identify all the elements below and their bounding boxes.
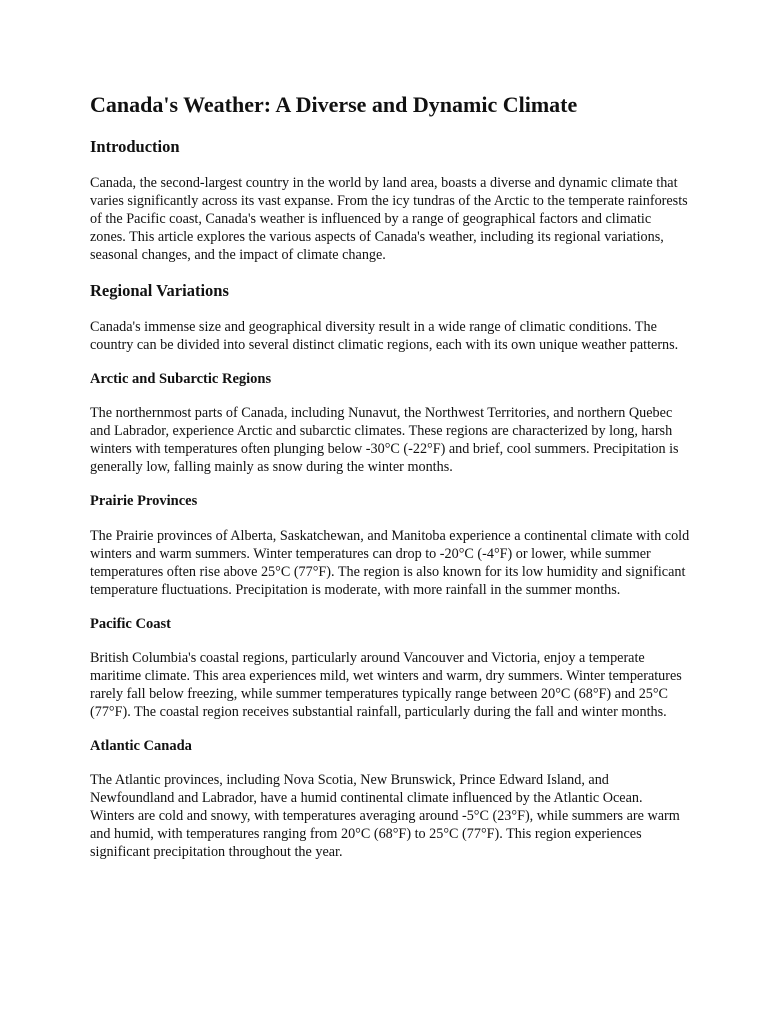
- subsection-heading-pacific: Pacific Coast: [90, 615, 171, 632]
- subsection-heading-prairie: Prairie Provinces: [90, 493, 198, 510]
- section-body-introduction: Canada, the second-largest country in the world by land area, boasts a diverse and dynamic climate that varies significantly across its vast expanse. From the icy tundras of the Arctic to the temperate rainforests of the Pacific coast, Canada's weather is influenced by a range of geographical factors and climatic zones. This article explores the various aspects of Canada's weather, including its regional variations, seasonal changes, and the impact of climate change.: [90, 175, 688, 264]
- subsection-body-arctic: The northernmost parts of Canada, including Nunavut, the Northwest Territories, and northern Quebec and Labrador, experience Arctic and subarctic climates. These regions are characterized by long, harsh winters with temperatures often plunging below -30°C (-22°F) and brief, cool summers. Precipitation is generally low, falling mainly as snow during the winter months.: [90, 405, 679, 476]
- document-page: [90, 92, 690, 878]
- section-heading-regional-variations: Regional Variations: [90, 281, 229, 301]
- subsection-body-prairie: The Prairie provinces of Alberta, Saskatchewan, and Manitoba experience a continental climate with cold winters and warm summers. Winter temperatures can drop to -20°C (-4°F) or lower, while summer temperatures often rise above 25°C (77°F). The region is also known for its low humidity and significant temperature fluctuations. Precipitation is moderate, with more rainfall in the summer months.: [90, 527, 690, 598]
- subsection-heading-atlantic: Atlantic Canada: [90, 738, 192, 755]
- subsection-body-atlantic: The Atlantic provinces, including Nova Scotia, New Brunswick, Prince Edward Island, and Newfoundland and Labrador, have a humid continental climate influenced by the Atlantic Ocean. Winters are cold and snowy, with temperatures averaging around -5°C (23°F), while summers are warm and humid, with temperatures ranging from 20°C (68°F) to 25°C (77°F). This region experiences significant precipitation throughout the year.: [90, 772, 680, 861]
- section-heading-introduction: Introduction: [90, 137, 180, 157]
- subsection-body-pacific: British Columbia's coastal regions, particularly around Vancouver and Victoria, enjoy a temperate maritime climate. This area experiences mild, wet winters and warm, dry summers. Winter temperatures rarely fall below freezing, while summer temperatures typically range between 20°C (68°F) and 25°C (77°F). The coastal region receives substantial rainfall, particularly during the fall and winter months.: [90, 650, 682, 721]
- section-body-regional-variations: Canada's immense size and geographical diversity result in a wide range of climatic conditions. The country can be divided into several distinct climatic regions, each with its own unique weather patterns.: [90, 318, 679, 353]
- subsection-heading-arctic: Arctic and Subarctic Regions: [90, 370, 272, 387]
- document-title: Canada's Weather: A Diverse and Dynamic Climate: [90, 92, 578, 117]
